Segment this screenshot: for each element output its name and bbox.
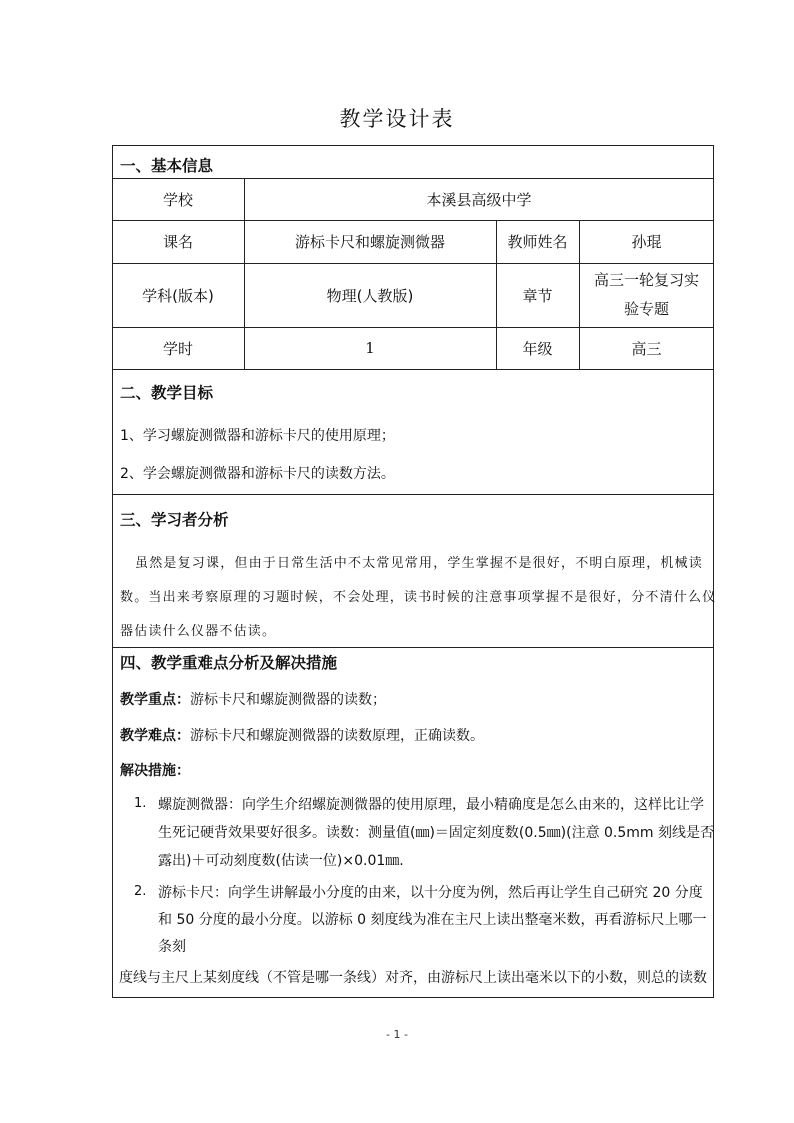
difficult-point-text: 游标卡尺和螺旋测微器的读数原理，正确读数。 [190,728,484,744]
key-point-label: 教学重点： [120,692,190,708]
school-value: 本溪县高级中学 [426,190,532,209]
course-label: 课名 [162,233,193,251]
chapter-value-line: 高三一轮复习实 [593,271,699,289]
teacher-label: 教师姓名 [507,233,568,251]
section-learner-analysis-heading: 三、学习者分析 [120,511,229,529]
subject-value: 物理(人教版) [326,286,414,305]
analysis-line: 虽然是复习课，但由于日常生活中不太常见常用，学生掌握不是很好，不明白原理，机械读 [135,556,704,571]
measure-line: 和 50 分度的最小分度。以游标 0 刻度线为准在主尺上读出整毫米数，再看游标尺上哪一 [158,912,707,928]
measure-line: 游标卡尺：向学生讲解最小分度的由来，以十分度为例，然后再让学生自己研究 20 分度 [158,885,703,901]
measure-line: 度线与主尺上某刻度线（不管是哪一条线）对齐，由游标尺上读出毫米以下的小数，则总的读数 [119,970,707,986]
course-value: 游标卡尺和螺旋测微器 [294,233,445,251]
measure-line: 生死记硬背效果要好很多。读数：测量值(㎜)＝固定刻度数(0.5㎜)(注意 0.5mm 刻线是否 [158,825,715,841]
chapter-value-line: 验专题 [623,300,669,318]
list-number: 2. [134,884,147,899]
grade-label: 年级 [522,339,553,358]
grade-value: 高三 [631,339,662,358]
section-goals-heading: 二、教学目标 [120,384,214,402]
page-title: 教学设计表 [339,107,455,131]
subject-label: 学科(版本) [142,286,214,305]
section-basic-info-heading: 一、基本信息 [120,157,214,175]
chapter-value [579,263,714,327]
school-label: 学校 [162,190,193,209]
measure-line: 螺旋测微器：向学生介绍螺旋测微器的使用原理，最小精确度是怎么由来的，这样比让学 [158,797,704,813]
rule [112,647,714,648]
key-point-text: 游标卡尺和螺旋测微器的读数； [190,692,386,708]
goal-item: 1、学习螺旋测微器和游标卡尺的使用原理； [120,428,395,444]
goal-item: 2、学会螺旋测微器和游标卡尺的读数方法。 [120,466,395,482]
measures-label: 解决措施： [120,763,190,779]
hours-label: 学时 [162,339,193,358]
rule [112,494,714,495]
list-number: 1. [134,796,147,811]
analysis-line: 器估读什么仪器不估读。 [120,624,277,639]
chapter-label: 章节 [522,286,553,305]
difficult-point-line [120,725,484,745]
section-key-difficult-heading: 四、教学重难点分析及解决措施 [120,654,338,672]
teacher-value: 孙琨 [631,233,662,251]
difficult-point-label: 教学难点： [120,728,190,744]
analysis-line: 数。当出来考察原理的习题时候，不会处理，读书时候的注意事项掌握不是很好，分不清什么仪 [120,590,717,605]
page-number: - 1 - [386,1028,408,1041]
measure-line: 露出)＋可动刻度数(估读一位)×0.01㎜. [158,853,404,869]
hours-value: 1 [365,339,375,357]
key-point-line [120,689,386,709]
measure-line: 条刻 [158,939,186,955]
rule [112,369,714,370]
